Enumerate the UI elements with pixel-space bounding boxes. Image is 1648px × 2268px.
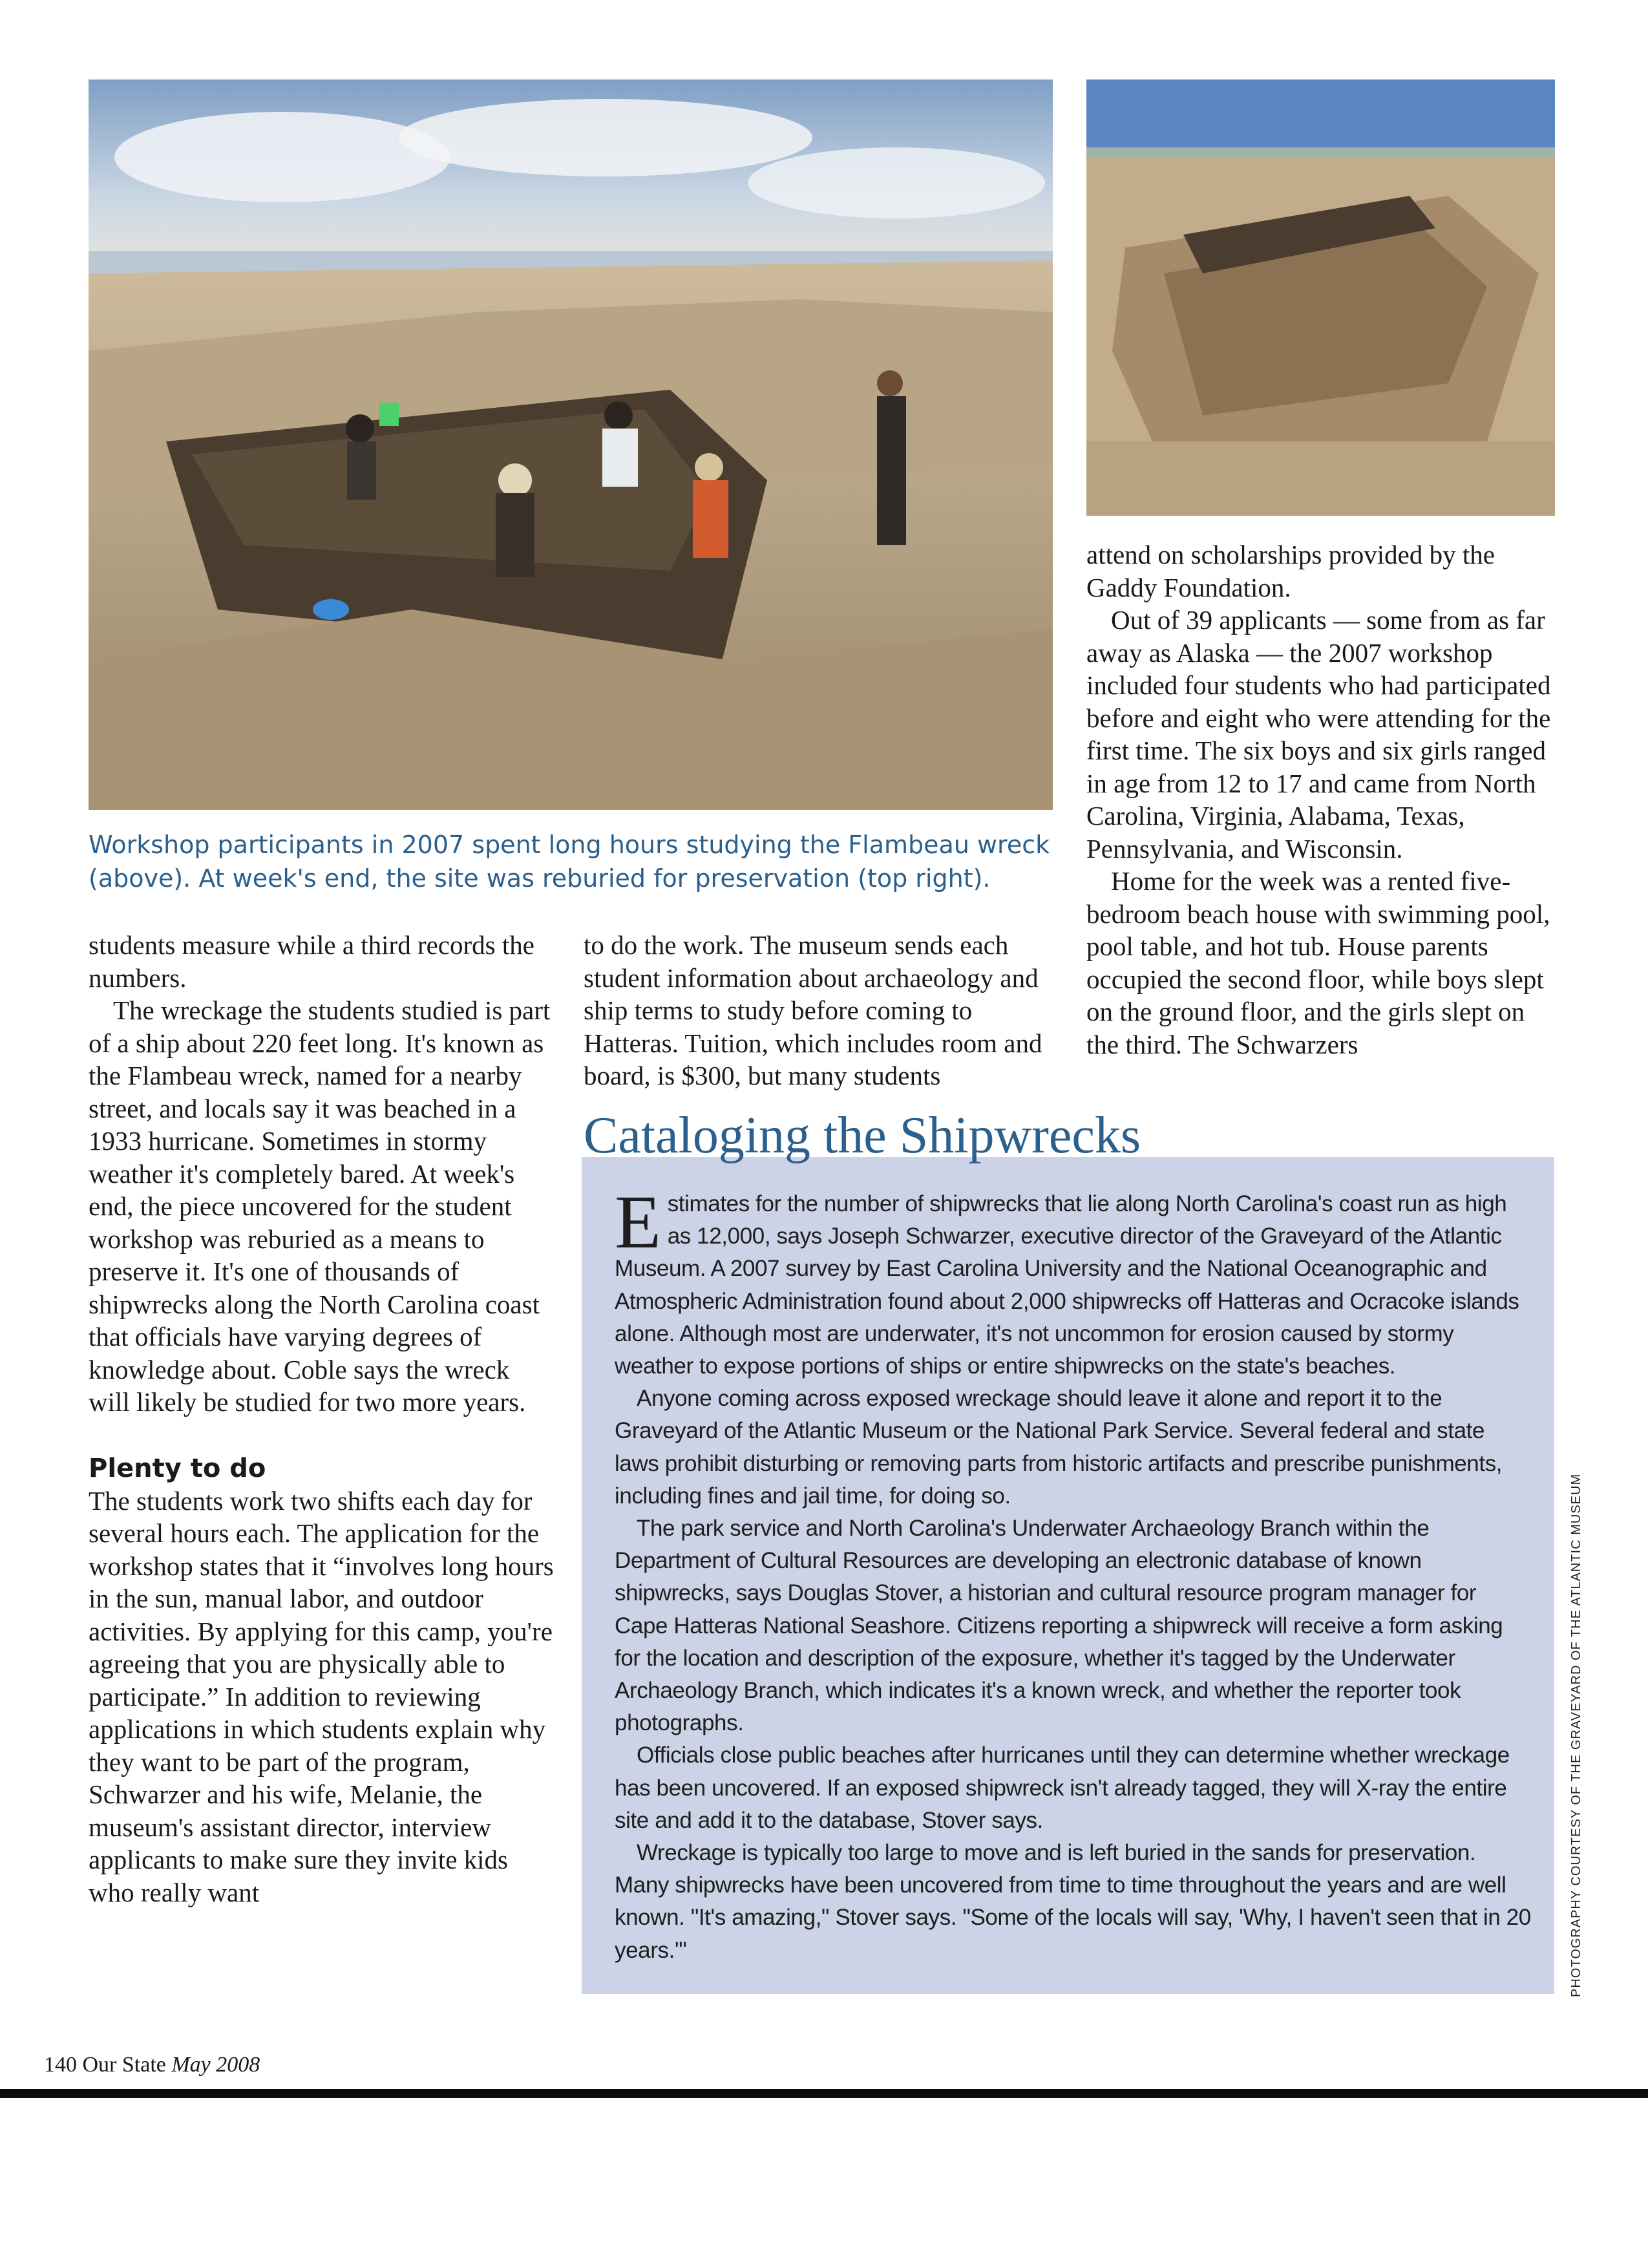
article-column-middle: [584, 929, 1049, 1092]
sidebar-paragraph: Anyone coming across exposed wreckage should leave it alone and report it to the Graveyard of the Atlantic Museum or the National Park Service. Several federal and state laws prohibit disturbing or removing parts from historic artifacts and prescribe punishments, including fines and jail time, for doing so.: [615, 1386, 1503, 1509]
reburied-wreck-photo: [1086, 79, 1555, 516]
article-column-right: [1086, 538, 1561, 1061]
photo-caption: Workshop participants in 2007 spent long hours studying the Flambeau wreck (above). At week's end, the site was reburied for preservation (top right).: [89, 831, 1050, 893]
article-column-left: [89, 929, 554, 1909]
sidebar-paragraph: Officials close public beaches after hurricanes until they can determine whether wreckage has been uncovered. If an exposed shipwreck isn't already tagged, they will X-ray the entire site and add it to the database, Stover says.: [615, 1743, 1510, 1833]
article-paragraph: attend on scholarships provided by the Gaddy Foundation.: [1086, 540, 1495, 602]
reburied-wreck-illustration: [1086, 79, 1555, 516]
article-paragraph: students measure while a third records the numbers.: [89, 930, 534, 993]
issue-date: May 2008: [171, 2053, 260, 2077]
photo-credit: PHOTOGRAPHY COURTESY OF THE GRAVEYARD OF THE ATLANTIC MUSEUM: [1569, 1473, 1583, 1997]
page-footer: [44, 2053, 260, 2077]
sidebar-title: Cataloging the Shipwrecks: [584, 1107, 1141, 1164]
sidebar-paragraph-text: stimates for the number of shipwrecks that lie along North Carolina's coast run as high as 12,000, says Joseph Schwarzer, executive director of the Graveyard of the Atlantic Museum. A 2007 survey by East Carolina University and the National Oceanographic and Atmospheric Administration found about 2,000 shipwrecks off Hatteras and Ocracoke islands alone. Although most are underwater, it's not uncommon for erosion caused by stormy weather to expose portions of ships or entire shipwrecks on the state's beaches.: [615, 1191, 1519, 1379]
sidebar-paragraph: [615, 1180, 1532, 1383]
drop-cap: E: [615, 1180, 661, 1264]
sidebar-paragraph: Wreckage is typically too large to move and is left buried in the sands for preservation. Many shipwrecks have been uncovered from time to time throughout the years and are well known. "It's amazing," Stover says. "Some of the locals will say, 'Why, I haven't seen that in 20 years.'": [615, 1840, 1531, 1963]
article-paragraph: Home for the week was a rented five-bedroom beach house with swimming pool, pool table, and hot tub. House parents occupied the second floor, while boys slept on the ground floor, and the girls slept on the third. The Schwarzers: [1086, 866, 1550, 1059]
excavation-illustration: [89, 79, 1053, 810]
article-paragraph: to do the work. The museum sends each student information about archaeology and ship terms to study before coming to Hatteras. Tuition, which includes room and board, is $300, but many students: [584, 930, 1042, 1090]
magazine-name: Our State: [82, 2053, 166, 2077]
article-paragraph: The students work two shifts each day for several hours each. The application for the workshop states that it “involves long hours in the sun, manual labor, and outdoor activities. By applying for this camp, you're agreeing that you are physically able to participate.” In addition to reviewing applications in which students explain why they want to be part of the program, Schwarzer and his wife, Melanie, the museum's assistant director, interview applicants to make sure they invite kids who really want: [89, 1485, 554, 1907]
page-edge-rule: [0, 2089, 1648, 2098]
section-subheading: Plenty to do: [89, 1453, 266, 1483]
article-paragraph: Out of 39 applicants — some from as far away as Alaska — the 2007 workshop included four students who had participated before and eight who were attending for the first time. The six boys and six girls ranged in age from 12 to 17 and came from North Carolina, Virginia, Alabama, Texas, Pennsylvania, and Wisconsin.: [1086, 605, 1551, 864]
excavation-photo: [89, 79, 1053, 810]
sidebar-paragraph: The park service and North Carolina's Underwater Archaeology Branch within the Department of Cultural Resources are developing an electronic database of known shipwrecks, says Douglas Stover, a historian and cultural resource program manager for Cape Hatteras National Seashore. Citizens reporting a shipwreck will receive a form asking for the location and description of the exposure, whether it's tagged by the Underwater Archaeology Branch, which indicates it's a known wreck, and whether the reporter took photographs.: [615, 1516, 1503, 1736]
sidebar-text: [615, 1180, 1532, 1967]
page-number: 140: [44, 2053, 77, 2077]
article-paragraph: The wreckage the students studied is part of a ship about 220 feet long. It's known as the Flambeau wreck, named for a nearby street, and locals say it was beached in a 1933 hurricane. Sometimes in stormy weather it's completely bared. At week's end, the piece uncovered for the student workshop was reburied as a means to preserve it. It's one of thousands of shipwrecks along the North Carolina coast that officials have varying degrees of knowledge about. Coble says the wreck will likely be studied for two more years.: [89, 995, 551, 1417]
